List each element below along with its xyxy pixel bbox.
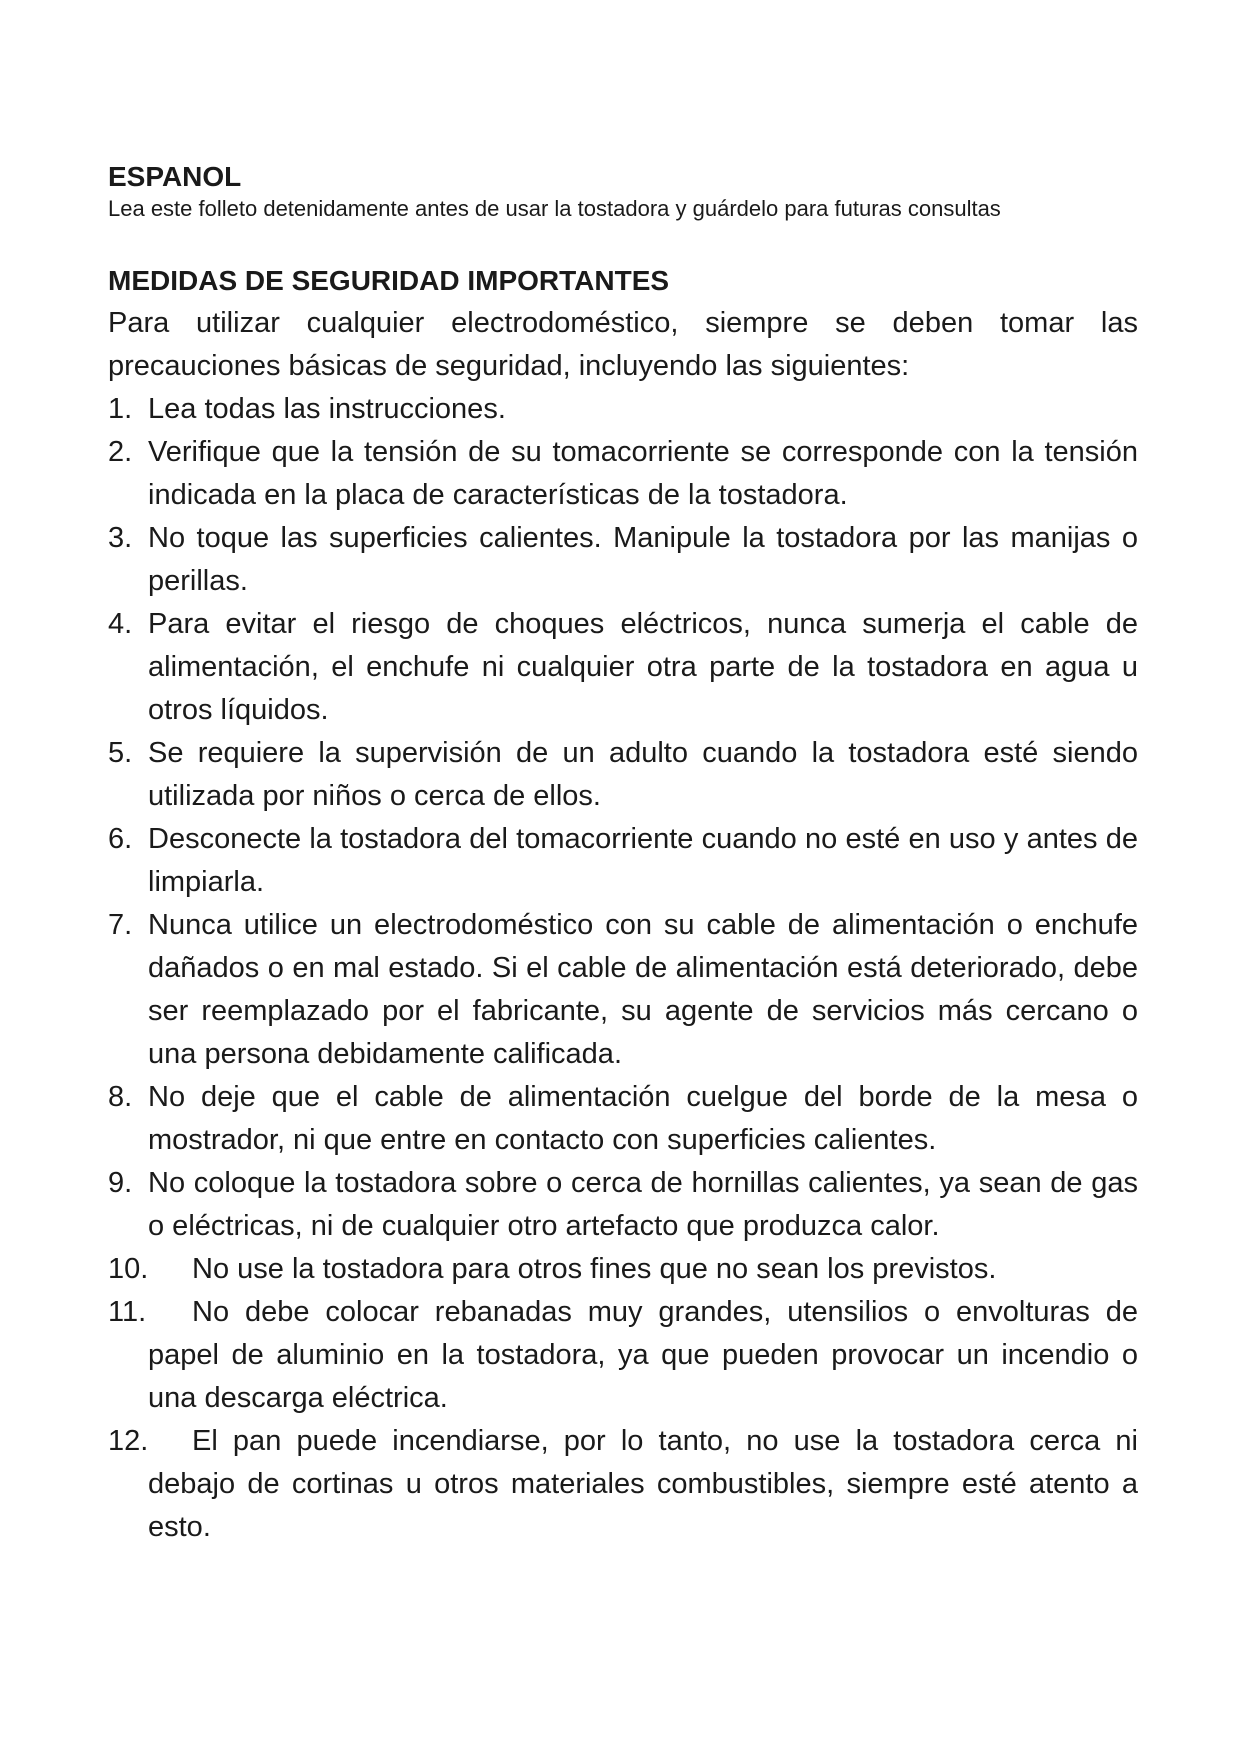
list-item xyxy=(108,603,1138,732)
safety-list xyxy=(108,388,1138,1549)
list-item xyxy=(108,732,1138,818)
list-item xyxy=(108,431,1138,517)
item-number: 10. xyxy=(108,1253,149,1285)
item-text: No toque las superficies calientes. Manipule la tostadora por las manijas o perillas. xyxy=(148,522,1138,597)
list-item xyxy=(108,1076,1138,1162)
item-text: Verifique que la tensión de su tomacorriente se corresponde con la tensión indicada en la placa de características de la tostadora. xyxy=(148,436,1138,511)
item-number: 11. xyxy=(108,1296,147,1328)
item-text: Lea todas las instrucciones. xyxy=(148,393,506,425)
item-number: 4. xyxy=(108,608,133,640)
item-number: 8. xyxy=(108,1081,133,1113)
list-item xyxy=(108,1291,1138,1420)
list-item xyxy=(108,1420,1138,1549)
language-heading: ESPANOL xyxy=(108,161,242,192)
item-number: 7. xyxy=(108,909,133,941)
item-number: 9. xyxy=(108,1167,133,1199)
item-number: 5. xyxy=(108,737,133,769)
item-number: 1. xyxy=(108,393,133,425)
item-number: 3. xyxy=(108,522,133,554)
list-item xyxy=(108,818,1138,904)
list-item xyxy=(108,388,1138,431)
list-item xyxy=(108,1248,1138,1291)
item-text: Desconecte la tostadora del tomacorriente cuando no esté en uso y antes de limpiarla. xyxy=(148,823,1138,898)
instructions-subtitle: Lea este folleto detenidamente antes de usar la tostadora y guárdelo para futuras consultas xyxy=(108,196,1001,221)
item-number: 12. xyxy=(108,1425,149,1457)
document-page xyxy=(108,160,1138,1549)
safety-heading: MEDIDAS DE SEGURIDAD IMPORTANTES xyxy=(108,265,670,296)
item-text: No deje que el cable de alimentación cuelgue del borde de la mesa o mostrador, ni que entre en contacto con superficies calientes. xyxy=(148,1081,1138,1156)
list-item xyxy=(108,517,1138,603)
item-text: Se requiere la supervisión de un adulto cuando la tostadora esté siendo utilizada por niños o cerca de ellos. xyxy=(148,737,1138,812)
item-text: No coloque la tostadora sobre o cerca de hornillas calientes, ya sean de gas o eléctricas, ni de cualquier otro artefacto que produzca calor. xyxy=(148,1167,1138,1242)
list-item xyxy=(108,1162,1138,1248)
item-text: Para evitar el riesgo de choques eléctricos, nunca sumerja el cable de alimentación, el enchufe ni cualquier otra parte de la tostadora en agua u otros líquidos. xyxy=(148,608,1138,726)
item-text: Nunca utilice un electrodoméstico con su cable de alimentación o enchufe dañados o en mal estado. Si el cable de alimentación está deteriorado, debe ser reemplazado por el fabricante, su agente de servicios más cercano o una persona debidamente calificada. xyxy=(148,909,1138,1070)
item-text: No debe colocar rebanadas muy grandes, utensilios o envolturas de papel de aluminio en la tostadora, ya que pueden provocar un incendio o una descarga eléctrica. xyxy=(148,1296,1138,1414)
safety-intro: Para utilizar cualquier electrodoméstico, siempre se deben tomar las precauciones básicas de seguridad, incluyendo las siguientes: xyxy=(108,307,1138,382)
item-text: No use la tostadora para otros fines que no sean los previstos. xyxy=(192,1253,997,1285)
list-item xyxy=(108,904,1138,1076)
item-number: 6. xyxy=(108,823,133,855)
item-number: 2. xyxy=(108,436,133,468)
item-text: El pan puede incendiarse, por lo tanto, no use la tostadora cerca ni debajo de cortinas u otros materiales combustibles, siempre esté atento a esto. xyxy=(148,1425,1138,1543)
